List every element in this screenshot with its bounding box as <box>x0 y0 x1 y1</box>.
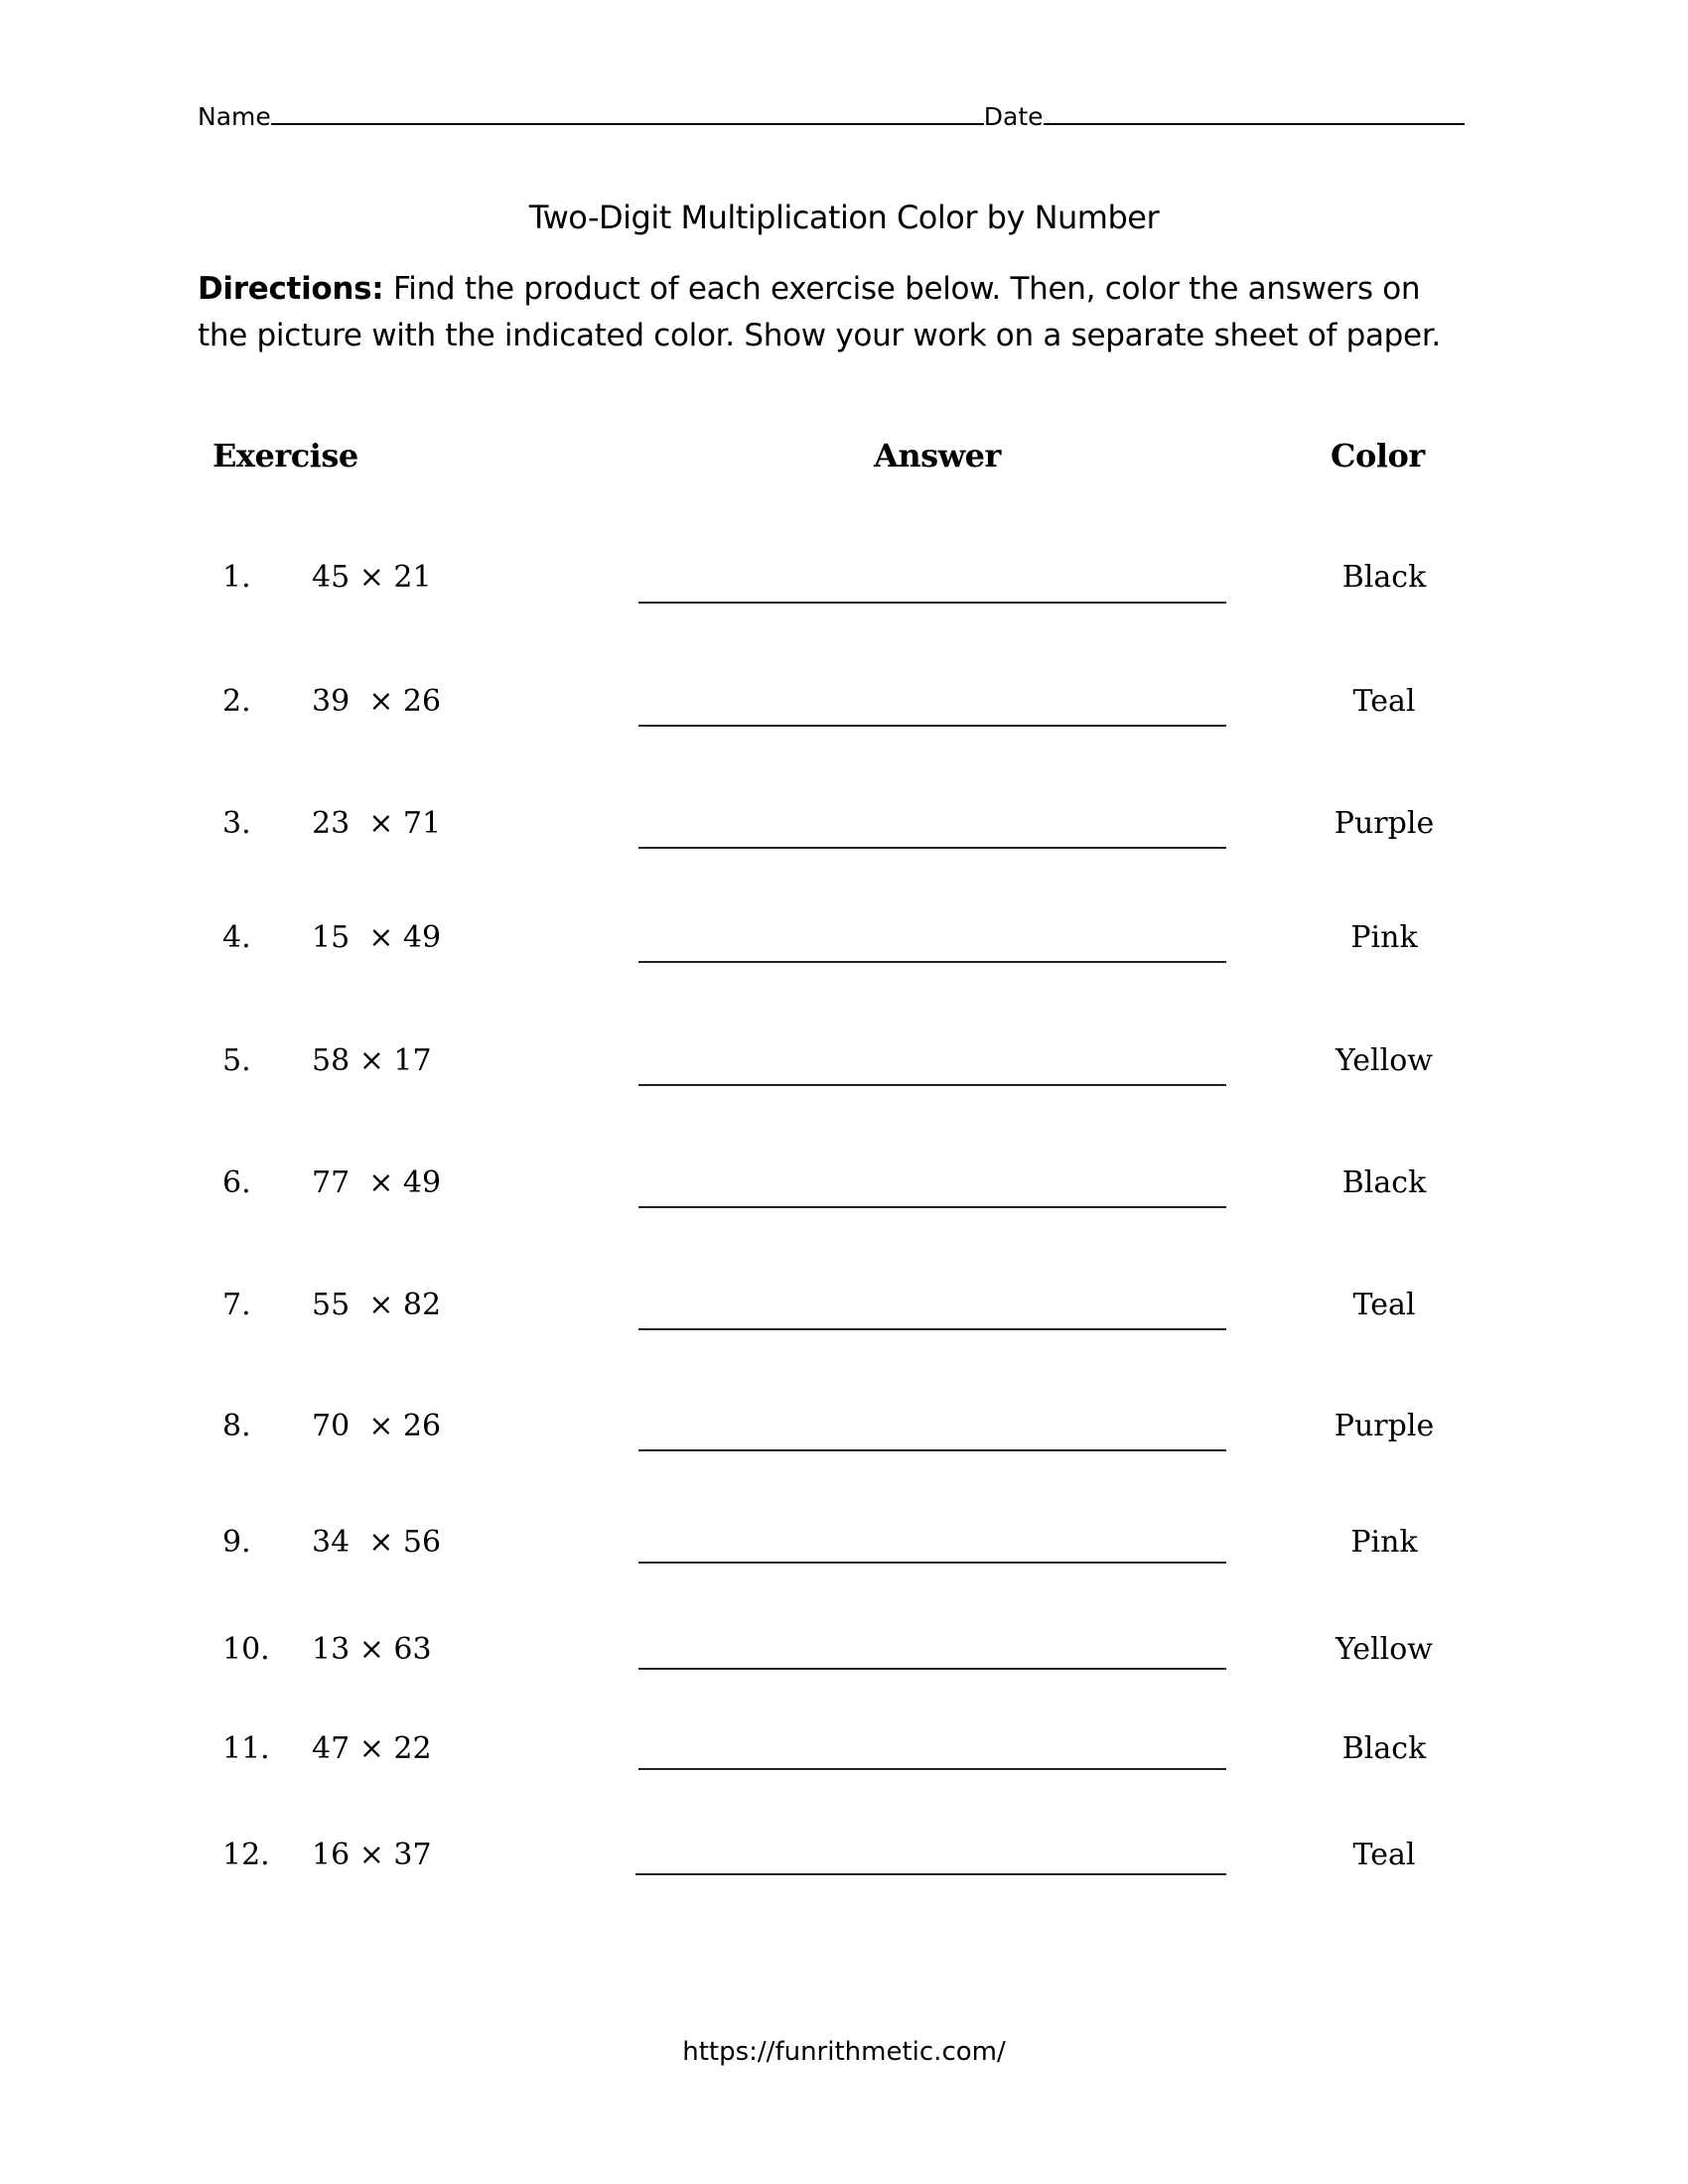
exercise-color: Teal <box>1352 1288 1416 1322</box>
exercise-row <box>0 806 1688 856</box>
exercise-color: Black <box>1341 1165 1427 1200</box>
exercise-expression: 70 × 26 <box>312 1409 442 1443</box>
directions <box>198 266 1469 359</box>
answer-blank[interactable] <box>638 1768 1226 1770</box>
exercise-row <box>0 1525 1688 1574</box>
answer-blank[interactable] <box>638 1449 1226 1451</box>
exercise-number: 4. <box>222 920 251 955</box>
exercise-number: 10. <box>222 1632 270 1667</box>
exercise-expression: 13 × 63 <box>312 1632 432 1667</box>
column-header-answer: Answer <box>874 437 1001 475</box>
exercise-number: 12. <box>222 1838 270 1872</box>
exercise-row <box>0 1409 1688 1458</box>
name-date-header <box>198 101 1465 131</box>
exercise-expression: 77 × 49 <box>312 1165 442 1200</box>
exercise-row <box>0 1288 1688 1337</box>
exercise-color: Black <box>1341 560 1427 595</box>
exercise-expression: 58 × 17 <box>312 1043 432 1078</box>
exercise-number: 6. <box>222 1165 251 1200</box>
exercise-row <box>0 560 1688 610</box>
exercise-number: 7. <box>222 1288 251 1322</box>
answer-blank[interactable] <box>638 725 1226 727</box>
exercise-row <box>0 920 1688 970</box>
exercise-number: 5. <box>222 1043 251 1078</box>
answer-blank[interactable] <box>638 1084 1226 1086</box>
exercise-color: Pink <box>1350 920 1418 955</box>
column-header-exercise: Exercise <box>212 437 358 475</box>
answer-blank[interactable] <box>638 961 1226 963</box>
column-header-color: Color <box>1331 437 1425 475</box>
exercise-expression: 15 × 49 <box>312 920 442 955</box>
date-label: Date <box>983 102 1044 131</box>
answer-blank[interactable] <box>638 602 1226 604</box>
footer-url: https://funrithmetic.com/ <box>682 2037 1006 2067</box>
page-title: Two-Digit Multiplication Color by Number <box>528 199 1160 236</box>
name-field[interactable] <box>271 101 984 125</box>
exercise-expression: 45 × 21 <box>312 560 432 595</box>
exercise-row <box>0 1165 1688 1215</box>
directions-label: Directions: <box>198 271 384 307</box>
exercise-expression: 39 × 26 <box>312 684 442 719</box>
date-field[interactable] <box>1044 101 1465 125</box>
exercise-color: Yellow <box>1336 1632 1433 1667</box>
exercise-color: Yellow <box>1336 1043 1433 1078</box>
exercise-expression: 23 × 71 <box>312 806 442 841</box>
exercise-row <box>0 684 1688 734</box>
exercise-expression: 16 × 37 <box>312 1838 432 1872</box>
answer-blank[interactable] <box>635 1873 1226 1875</box>
exercise-color: Black <box>1341 1731 1427 1766</box>
exercise-color: Teal <box>1352 1838 1416 1872</box>
exercise-number: 3. <box>222 806 251 841</box>
exercise-row <box>0 1838 1688 1887</box>
name-label: Name <box>198 102 271 131</box>
exercise-row <box>0 1043 1688 1093</box>
exercise-color: Purple <box>1334 806 1435 841</box>
exercise-expression: 55 × 82 <box>312 1288 442 1322</box>
exercise-row <box>0 1731 1688 1781</box>
answer-blank[interactable] <box>638 847 1226 849</box>
answer-blank[interactable] <box>638 1328 1226 1330</box>
exercise-expression: 34 × 56 <box>312 1525 442 1560</box>
exercise-number: 11. <box>222 1731 270 1766</box>
exercise-row <box>0 1632 1688 1682</box>
answer-blank[interactable] <box>638 1206 1226 1208</box>
answer-blank[interactable] <box>638 1562 1226 1564</box>
exercise-color: Purple <box>1334 1409 1435 1443</box>
exercise-expression: 47 × 22 <box>312 1731 432 1766</box>
exercise-number: 2. <box>222 684 251 719</box>
exercise-color: Teal <box>1352 684 1416 719</box>
exercise-color: Pink <box>1350 1525 1418 1560</box>
exercise-number: 9. <box>222 1525 251 1560</box>
directions-text: Find the product of each exercise below. Then, color the answers on the picture with the indicated color. Show your work on a separate sheet of paper. <box>198 271 1441 353</box>
exercise-number: 1. <box>222 560 251 595</box>
answer-blank[interactable] <box>638 1668 1226 1670</box>
exercise-number: 8. <box>222 1409 251 1443</box>
